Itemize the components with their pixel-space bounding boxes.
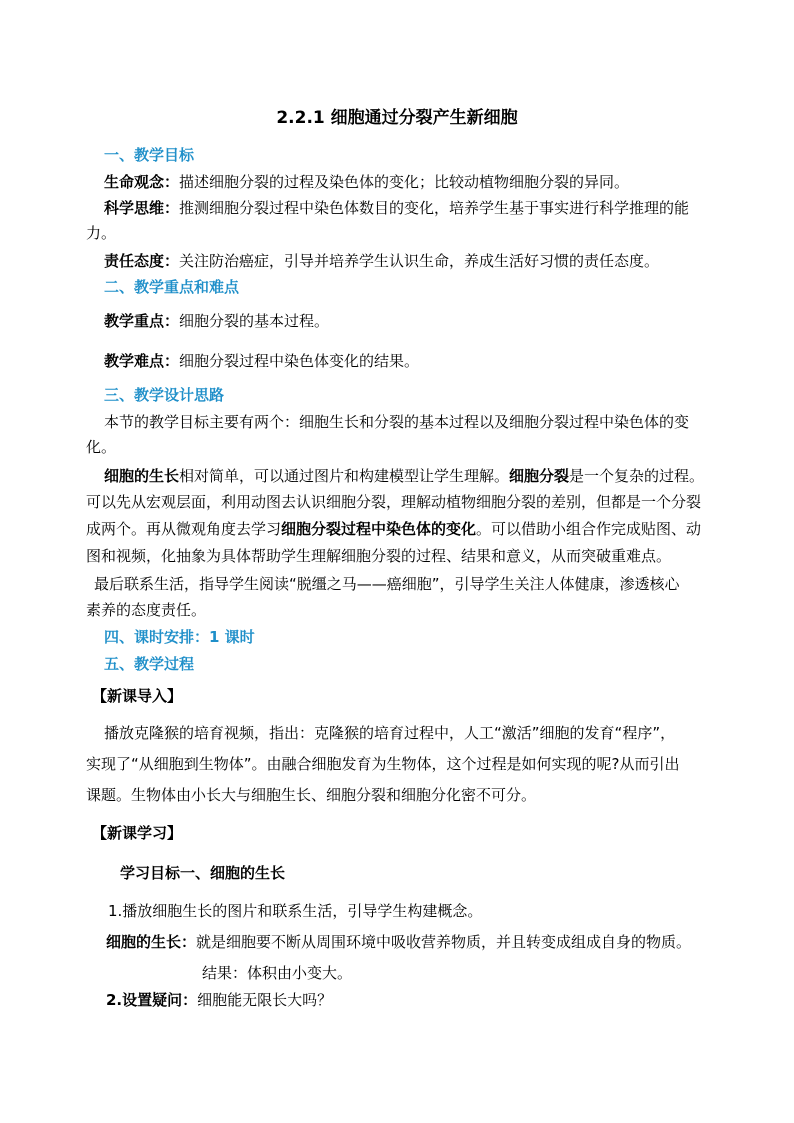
growth-definition [106,931,691,953]
definition-text: 就是细胞要不断从周围环境中吸收营养物质，并且转变成组成自身的物质。 [196,933,692,951]
growth-result: 结果：体积由小变大。 [202,964,353,982]
objective-label: 科学思维： [104,199,180,217]
learning-goal-1: 学习目标一、细胞的生长 [120,864,286,882]
design-paragraph-1-line-1: 本节的教学目标主要有两个：细胞生长和分裂的基本过程以及细胞分裂过程中染色体的变 [104,413,690,431]
design-paragraph-3-line-2: 素养的态度责任。 [86,601,207,619]
objective-text: 推测细胞分裂过程中染色体数目的变化，培养学生基于事实进行科学推理的能 [179,199,690,217]
key-point-label: 教学重点： [104,312,180,330]
objective-label: 生命观念： [104,173,180,191]
design-paragraph-2-line-3 [86,518,701,540]
section-heading-design: 三、教学设计思路 [104,386,225,404]
difficult-point-label: 教学难点： [104,352,180,370]
subsection-heading-intro: 【新课导入】 [92,687,183,705]
design-paragraph-2-line-1 [104,465,704,487]
body-text: 成两个。再从微观角度去学习 [86,520,282,538]
step-label: 2.设置疑问： [106,991,198,1009]
design-paragraph-3-line-1: 最后联系生活，指导学生阅读“脱缰之马——癌细胞”，引导学生关注人体健康，渗透核心 [94,575,680,593]
design-paragraph-2-line-2: 可以先从宏观层面，利用动图去认识细胞分裂，理解动植物细胞分裂的差别，但都是一个分裂 [86,493,702,511]
objective-responsibility [104,250,659,272]
difficult-point-text: 细胞分裂过程中染色体变化的结果。 [179,352,420,370]
body-text: 相对简单，可以通过图片和构建模型让学生理解。 [179,467,510,485]
intro-line-1: 播放克隆猴的培育视频，指出：克隆猴的培育过程中，人工“激活”细胞的发育“程序”， [104,724,676,742]
emphasis-text: 细胞的生长 [104,467,180,485]
section-heading-objectives: 一、教学目标 [104,146,195,164]
objective-life-concept [104,171,629,193]
key-point [104,310,329,332]
body-text: 是一个复杂的过程。 [569,467,705,485]
section-heading-process: 五、教学过程 [104,655,195,673]
step-2 [106,989,332,1011]
page-title: 2.2.1 细胞通过分裂产生新细胞 [276,108,518,128]
section-heading-key-points: 二、教学重点和难点 [104,278,240,296]
intro-line-2: 实现了“从细胞到生物体”。由融合细胞发育为生物体，这个过程是如何实现的呢?从而引出 [86,755,680,773]
step-text: 细胞能无限长大吗？ [197,991,333,1009]
design-paragraph-2-line-4: 图和视频，化抽象为具体帮助学生理解细胞分裂的过程、结果和意义，从而突破重难点。 [86,547,672,565]
subsection-heading-study: 【新课学习】 [92,824,183,842]
step-1: 1.播放细胞生长的图片和联系生活，引导学生构建概念。 [108,902,483,920]
objective-text: 关注防治癌症，引导并培养学生认识生命，养成生活好习惯的责任态度。 [179,252,660,270]
emphasis-text: 细胞分裂过程中染色体的变化 [281,520,477,538]
objective-text: 描述细胞分裂的过程及染色体的变化；比较动植物细胞分裂的异同。 [179,173,630,191]
body-text: 。可以借助小组合作完成贴图、动 [476,520,702,538]
difficult-point [104,350,419,372]
section-heading-schedule: 四、课时安排：1 课时 [104,628,255,646]
emphasis-text: 细胞分裂 [509,467,570,485]
design-paragraph-1-line-2: 化。 [86,438,117,456]
objective-continuation: 力。 [86,224,117,242]
definition-label: 细胞的生长： [106,933,197,951]
objective-scientific-thinking [104,197,689,219]
key-point-text: 细胞分裂的基本过程。 [179,312,330,330]
objective-label: 责任态度： [104,252,180,270]
intro-line-3: 课题。生物体由小长大与细胞生长、细胞分裂和细胞分化密不可分。 [86,786,537,804]
